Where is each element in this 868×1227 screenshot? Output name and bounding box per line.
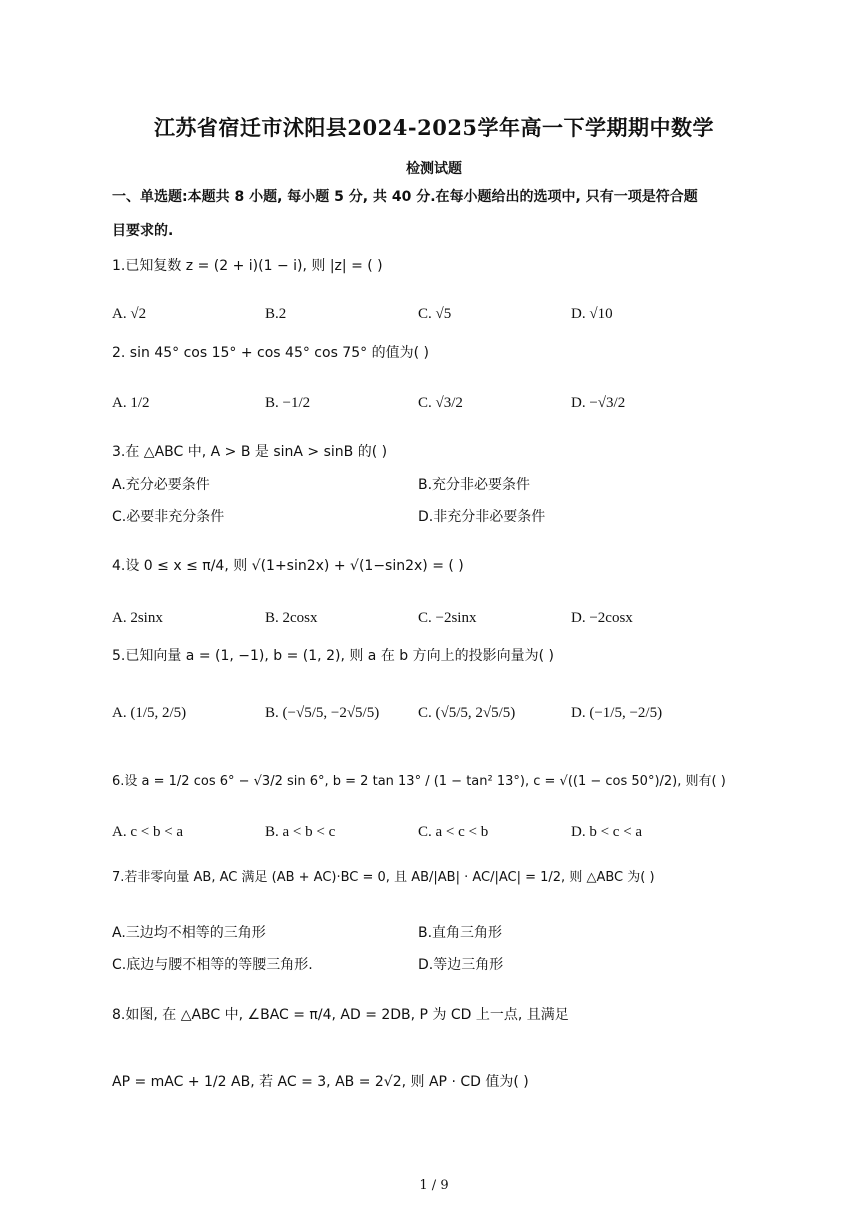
q3-option-b: B.充分非必要条件 [418, 477, 531, 493]
q5-option-c: C. (√5/5, 2√5/5) [418, 705, 516, 721]
q7-option-a: A.三边均不相等的三角形 [112, 925, 266, 941]
q6-option-c: C. a < c < b [418, 824, 489, 840]
q5-option-b: B. (−√5/5, −2√5/5) [265, 705, 380, 721]
question-8: 8.如图, 在 △ABC 中, ∠BAC = π/4, AD = 2DB, P 为 CD 上一点, 且满足 [112, 1007, 569, 1023]
q7-option-c: C.底边与腰不相等的等腰三角形. [112, 957, 313, 973]
q3-option-d: D.非充分非必要条件 [418, 509, 546, 525]
q2-option-b: B. −1/2 [265, 395, 311, 411]
q1-option-a: A. √2 [112, 306, 147, 322]
q1-option-d: D. √10 [571, 306, 613, 322]
question-4: 4.设 0 ≤ x ≤ π/4, 则 √(1+sin2x) + √(1−sin2x) = ( ) [112, 558, 464, 574]
q6-option-b: B. a < b < c [265, 824, 336, 840]
q2-option-c: C. √3/2 [418, 395, 463, 411]
question-1-text: 1.已知复数 z = (2 + i)(1 − i), 则 |z| = ( ) [112, 258, 383, 274]
q4-option-d: D. −2cosx [571, 610, 633, 626]
q4-option-b: B. 2cosx [265, 610, 318, 626]
q6-option-d: D. b < c < a [571, 824, 643, 840]
question-7: 7.若非零向量 AB, AC 满足 (AB + AC)·BC = 0, 且 AB/|AB| · AC/|AC| = 1/2, 则 △ABC 为( ) [112, 870, 655, 885]
page-title: 江苏省宿迁市沭阳县2024-2025学年高一下学期期中数学 [153, 115, 715, 140]
q2-option-d: D. −√3/2 [571, 395, 626, 411]
q7-option-b: B.直角三角形 [418, 925, 503, 941]
q5-option-d: D. (−1/5, −2/5) [571, 705, 663, 721]
question-5: 5.已知向量 a = (1, −1), b = (1, 2), 则 a 在 b 方向上的投影向量为( ) [112, 648, 554, 664]
q7-option-d: D.等边三角形 [418, 957, 504, 973]
section-heading: 一、单选题:本题共 8 小题, 每小题 5 分, 共 40 分.在每小题给出的选项中, 只有一项是符合题 [112, 189, 698, 205]
q6-option-a: A. c < b < a [112, 824, 184, 840]
question-1 [112, 259, 383, 273]
question-2: 2. sin 45° cos 15° + cos 45° cos 75° 的值为( ) [112, 345, 429, 361]
q1-option-b: B.2 [265, 306, 287, 322]
q1-option-c: C. √5 [418, 306, 452, 322]
q2-option-a: A. 1/2 [112, 395, 150, 411]
question-8-cont: AP = mAC + 1/2 AB, 若 AC = 3, AB = 2√2, 则 AP · CD 值为( ) [112, 1074, 529, 1090]
question-3: 3.在 △ABC 中, A > B 是 sinA > sinB 的( ) [112, 444, 388, 460]
page-subtitle: 检测试题 [406, 161, 462, 177]
q4-option-a: A. 2sinx [112, 610, 163, 626]
q5-option-a: A. (1/5, 2/5) [112, 705, 187, 721]
q3-option-a: A.充分必要条件 [112, 477, 210, 493]
q3-option-c: C.必要非充分条件 [112, 509, 225, 525]
page-number: 1 / 9 [419, 1178, 449, 1193]
section-heading-cont: 目要求的. [112, 223, 174, 239]
question-6: 6.设 a = 1/2 cos 6° − √3/2 sin 6°, b = 2 tan 13° / (1 − tan² 13°), c = √((1 − cos 50°)/2), 则有( ) [112, 774, 726, 789]
q4-option-c: C. −2sinx [418, 610, 477, 626]
